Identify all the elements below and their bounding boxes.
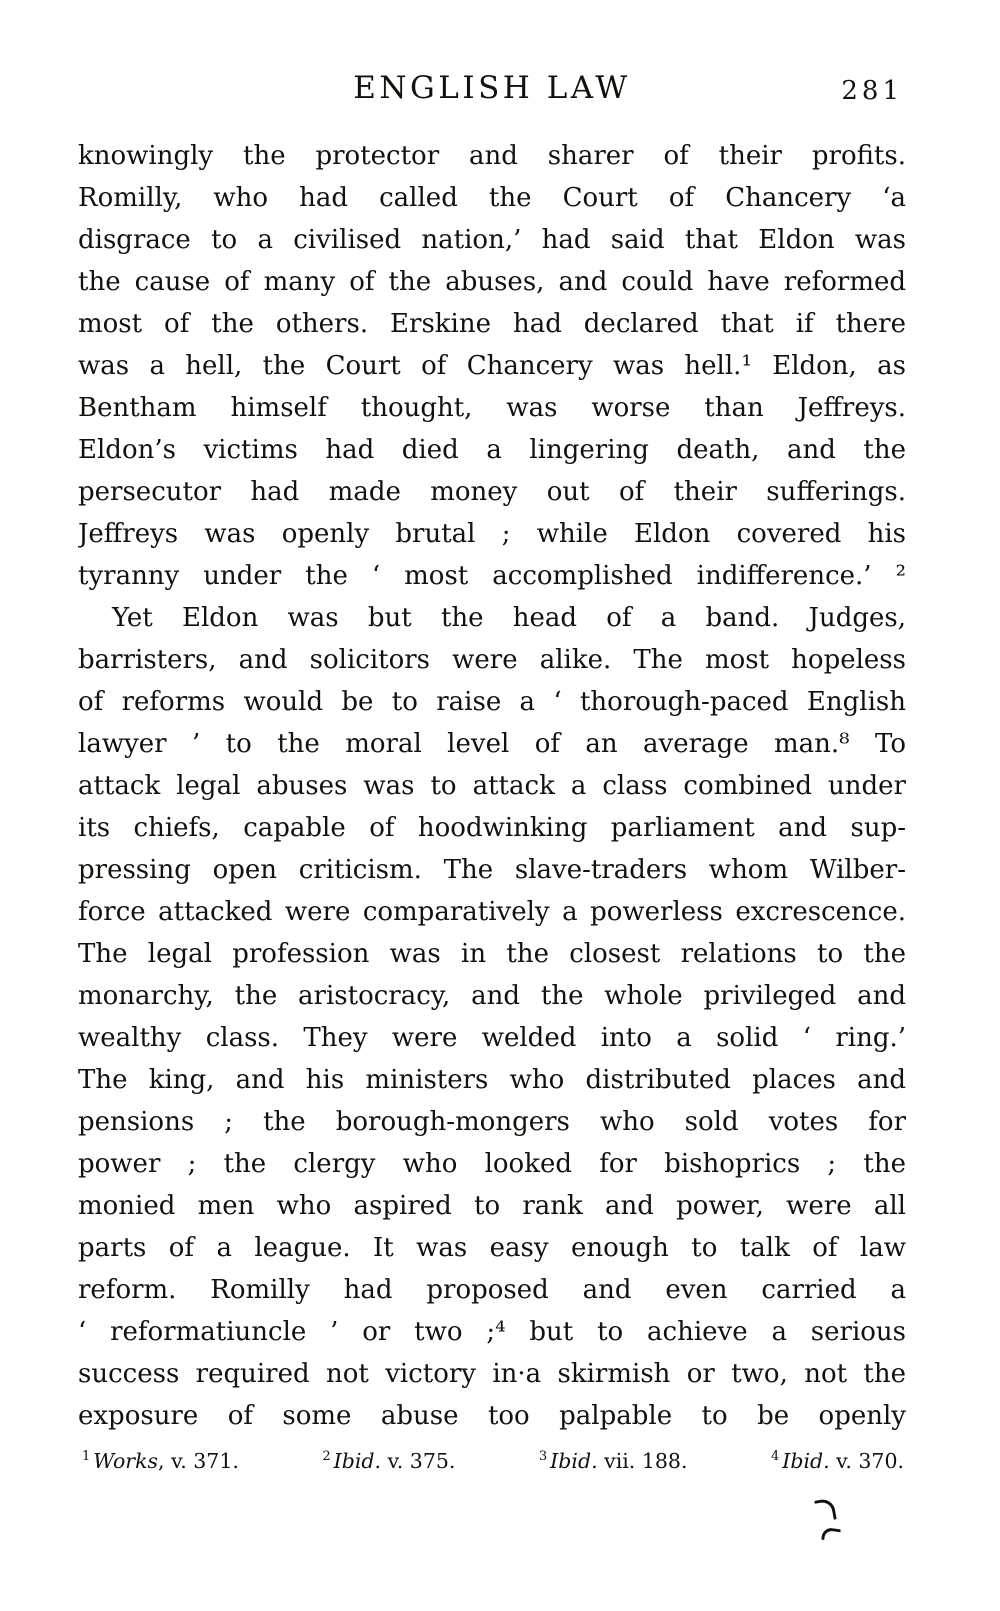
footnote	[82, 1449, 239, 1473]
text-line: knowingly the protector and sharer of their profits.	[78, 141, 906, 171]
page-number: 281	[841, 76, 903, 106]
text-line: The legal profession was in the closest relations to the	[78, 939, 906, 969]
text-line: monarchy, the aristocracy, and the whole privileged and	[78, 981, 906, 1011]
text-line: Romilly, who had called the Court of Chancery ‘a	[78, 183, 906, 213]
text-line: lawyer ’ to the moral level of an average man.⁸ To	[78, 729, 906, 759]
running-title: ENGLISH LAW	[353, 70, 631, 106]
text-line: The king, and his ministers who distributed places and	[78, 1065, 906, 1095]
text-line: pressing open criticism. The slave-traders whom Wilber-	[78, 855, 906, 885]
text-line: monied men who aspired to rank and power, were all	[78, 1191, 906, 1221]
text-line: persecutor had made money out of their sufferings.	[78, 477, 906, 507]
text-line: Jeffreys was openly brutal ; while Eldon covered his	[78, 519, 906, 549]
footnotes	[82, 1449, 904, 1473]
text-line: wealthy class. They were welded into a solid ‘ ring.’	[78, 1023, 906, 1053]
text-line: pensions ; the borough-mongers who sold votes for	[78, 1107, 906, 1137]
text-line: Eldon’s victims had died a lingering death, and the	[78, 435, 906, 465]
text-line: exposure of some abuse too palpable to be openly	[78, 1401, 906, 1431]
footnote-marker: 3	[538, 1449, 548, 1465]
text-line: attack legal abuses was to attack a class combined under	[78, 771, 906, 801]
text-line: power ; the clergy who looked for bishoprics ; the	[78, 1149, 906, 1179]
text-line: disgrace to a civilised nation,’ had said that Eldon was	[78, 225, 906, 255]
footnote-ref: v. 375.	[381, 1449, 456, 1473]
text-line: Yet Eldon was but the head of a band. Judges,	[112, 603, 906, 633]
footnote-ref: vii. 188.	[597, 1449, 688, 1473]
text-line: its chiefs, capable of hoodwinking parliament and sup-	[78, 813, 906, 843]
footnote-marker: 2	[322, 1449, 331, 1465]
text-line: the cause of many of the abuses, and could have reformed	[78, 267, 906, 297]
text-line: reform. Romilly had proposed and even carried a	[78, 1275, 906, 1305]
footnote-marker: 1	[82, 1449, 91, 1465]
footnote-source: Ibid.	[782, 1449, 830, 1473]
print-artifact	[814, 1498, 837, 1523]
footnote	[322, 1449, 455, 1473]
footnote-ref: v. 370.	[829, 1449, 904, 1473]
text-line: Bentham himself thought, was worse than Jeffreys.	[78, 393, 906, 423]
text-line: was a hell, the Court of Chancery was hell.¹ Eldon, as	[78, 351, 906, 381]
text-line: most of the others. Erskine had declared that if there	[78, 309, 906, 339]
text-line: success required not victory in·a skirmish or two, not the	[78, 1359, 906, 1389]
footnote-source: Ibid.	[550, 1449, 598, 1473]
footnote-marker: 4	[770, 1449, 780, 1465]
footnote-source: Ibid.	[333, 1449, 382, 1473]
text-line: parts of a league. It was easy enough to talk of law	[78, 1233, 906, 1263]
footnote-source: Works	[93, 1449, 159, 1473]
print-artifact	[821, 1527, 841, 1542]
footnote	[539, 1449, 688, 1473]
text-line: ‘ reformatiuncle ’ or two ;⁴ but to achieve a serious	[78, 1317, 906, 1347]
text-line: force attacked were comparatively a powerless excrescence.	[78, 897, 906, 927]
footnote	[771, 1449, 904, 1473]
body-text	[78, 135, 906, 1437]
text-line: tyranny under the ‘ most accomplished indifference.’ ²	[78, 561, 906, 591]
text-line: barristers, and solicitors were alike. The most hopeless	[78, 645, 906, 675]
text-line: of reforms would be to raise a ‘ thorough-paced English	[78, 687, 906, 717]
footnote-ref: , v. 371.	[158, 1449, 239, 1473]
